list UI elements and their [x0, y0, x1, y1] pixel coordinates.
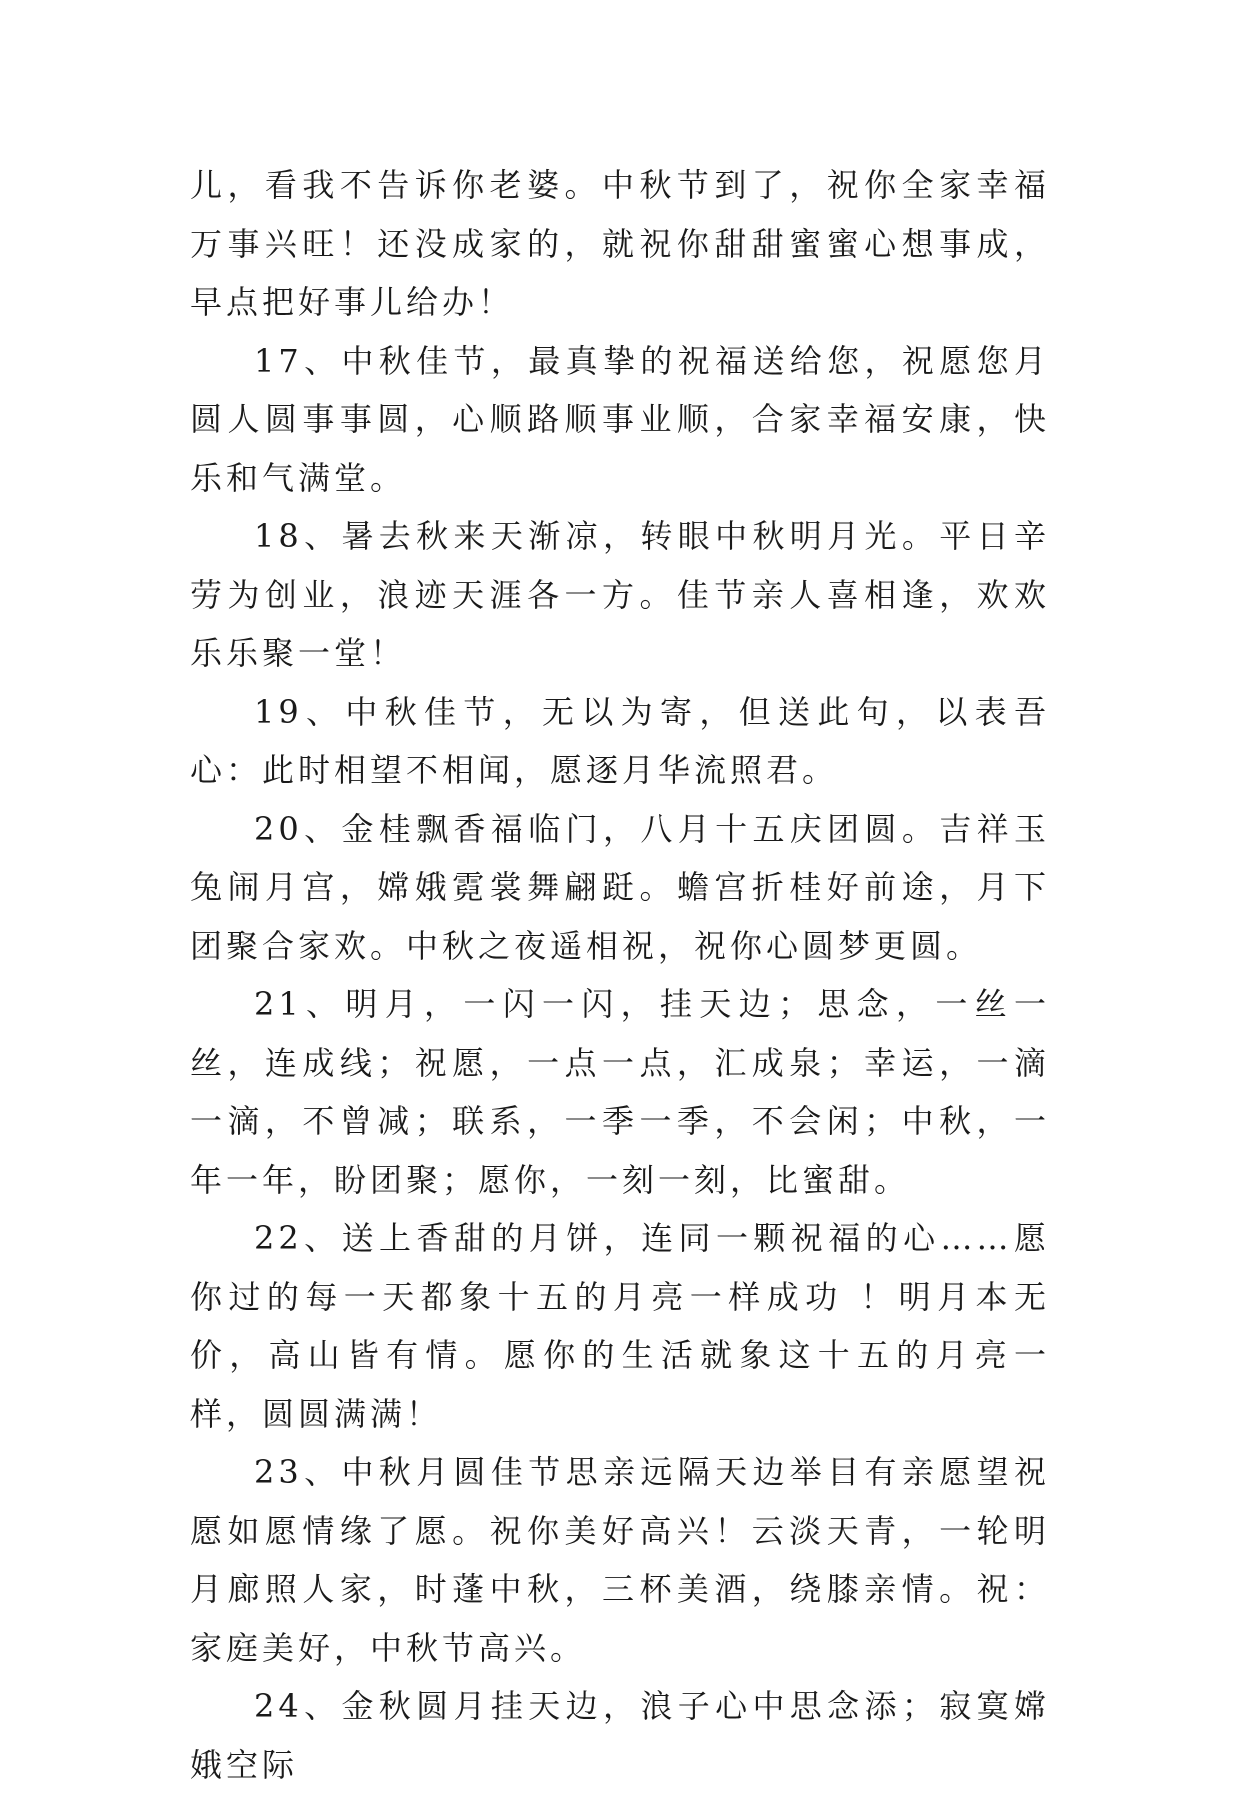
paragraph-23: 23、中秋月圆佳节思亲远隔天边举目有亲愿望祝愿如愿情缘了愿。祝你美好高兴！云淡天青，一轮明月廊照人家，时蓬中秋，三杯美酒，绕膝亲情。祝：家庭美好，中秋节高兴。 — [190, 1453, 1050, 1667]
paragraph-21: 21、明月，一闪一闪，挂天边；思念，一丝一丝，连成线；祝愿，一点一点，汇成泉；幸运，一滴一滴，不曾减；联系，一季一季，不会闲；中秋，一年一年，盼团聚；愿你，一刻一刻，比蜜甜。 — [190, 985, 1050, 1199]
paragraph-18: 18、暑去秋来天渐凉，转眼中秋明月光。平日辛劳为创业，浪迹天涯各一方。佳节亲人喜相逢，欢欢乐乐聚一堂！ — [190, 517, 1050, 672]
paragraph-continued: 儿，看我不告诉你老婆。中秋节到了，祝你全家幸福万事兴旺！还没成家的，就祝你甜甜蜜蜜心想事成，早点把好事儿给办！ — [190, 166, 1050, 321]
paragraph-19: 19、中秋佳节，无以为寄，但送此句，以表吾心：此时相望不相闻，愿逐月华流照君。 — [190, 692, 1050, 789]
paragraph-20: 20、金桂飘香福临门，八月十五庆团圆。吉祥玉兔闹月宫，嫦娥霓裳舞翩跹。蟾宫折桂好前途，月下团聚合家欢。中秋之夜遥相祝，祝你心圆梦更圆。 — [190, 809, 1050, 965]
paragraph-24: 24、金秋圆月挂天边，浪子心中思念添；寂寞嫦娥空际 — [190, 1687, 1050, 1784]
body-text — [190, 156, 1050, 1794]
paragraph-22: 22、送上香甜的月饼，连同一颗祝福的心……愿你过的每一天都象十五的月亮一样成功 ！明月本无价，高山皆有情。愿你的生活就象这十五的月亮一样，圆圆满满！ — [190, 1219, 1050, 1433]
paragraph-17: 17、中秋佳节，最真挚的祝福送给您，祝愿您月圆人圆事事圆，心顺路顺事业顺，合家幸福安康，快乐和气满堂。 — [190, 341, 1050, 497]
